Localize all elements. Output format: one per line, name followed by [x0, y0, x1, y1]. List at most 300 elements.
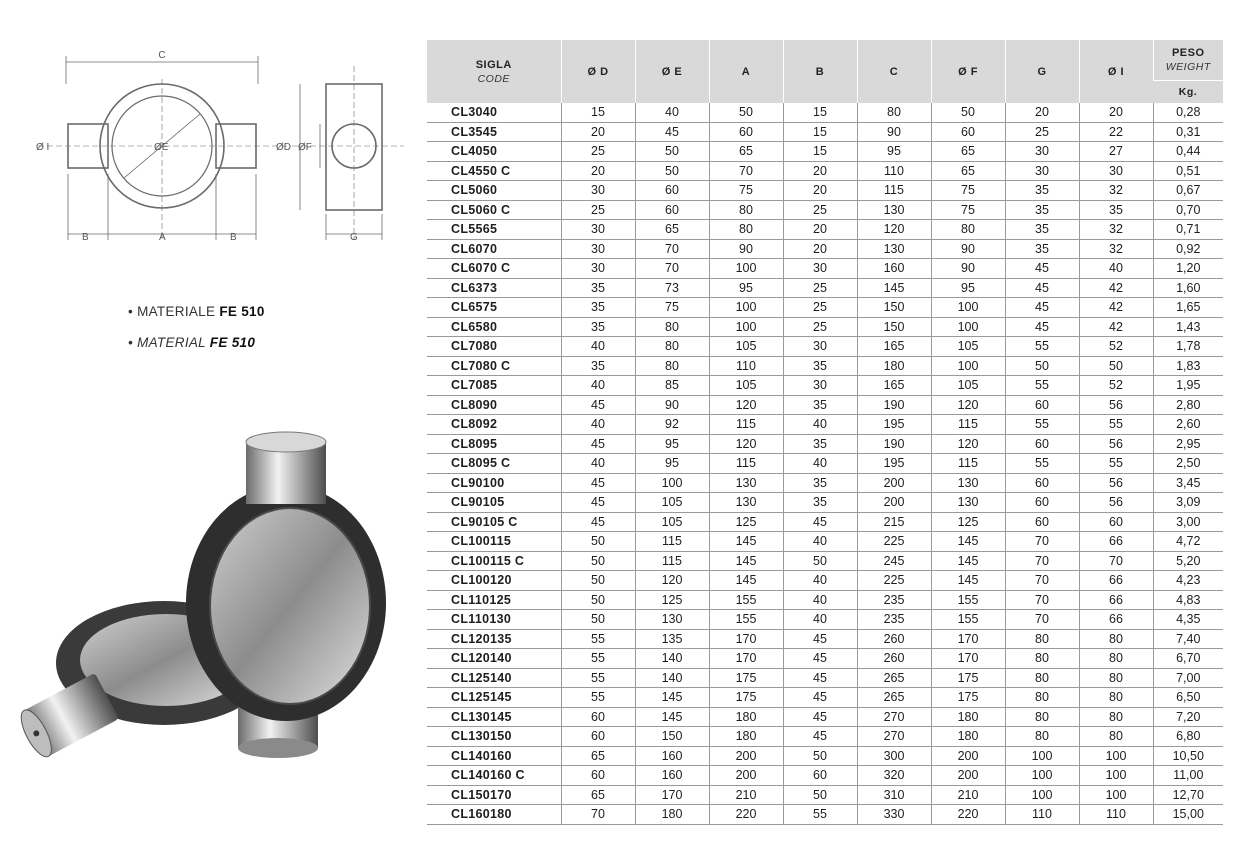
label-f: ØF: [298, 142, 312, 153]
table-cell: 0,70: [1153, 200, 1223, 220]
table-cell: 4,83: [1153, 590, 1223, 610]
table-cell: 110: [1005, 805, 1079, 825]
table-cell: 45: [1005, 317, 1079, 337]
table-cell: 42: [1079, 278, 1153, 298]
table-cell: 40: [783, 532, 857, 552]
table-cell: 260: [857, 649, 931, 669]
table-cell: 30: [1005, 161, 1079, 181]
table-row: [427, 122, 1223, 142]
table-row: [427, 512, 1223, 532]
cell-code: CL7080 C: [427, 356, 561, 376]
table-row: [427, 356, 1223, 376]
table-cell: 225: [857, 532, 931, 552]
cell-code: CL130150: [427, 727, 561, 747]
table-cell: 140: [635, 668, 709, 688]
table-cell: 80: [857, 103, 931, 122]
cell-code: CL140160: [427, 746, 561, 766]
cell-code: CL6373: [427, 278, 561, 298]
cell-code: CL90100: [427, 473, 561, 493]
table-cell: 20: [1079, 103, 1153, 122]
table-cell: 66: [1079, 571, 1153, 591]
table-row: [427, 551, 1223, 571]
table-cell: 52: [1079, 337, 1153, 357]
table-cell: 60: [783, 766, 857, 786]
table-cell: 175: [931, 668, 1005, 688]
table-cell: 105: [709, 337, 783, 357]
table-cell: 65: [931, 142, 1005, 162]
table-cell: 110: [1079, 805, 1153, 825]
table-cell: 2,95: [1153, 434, 1223, 454]
table-cell: 45: [783, 649, 857, 669]
table-cell: 180: [709, 707, 783, 727]
table-cell: 105: [931, 337, 1005, 357]
table-cell: 0,67: [1153, 181, 1223, 201]
table-cell: 220: [931, 805, 1005, 825]
table-cell: 35: [561, 317, 635, 337]
table-cell: 50: [561, 610, 635, 630]
table-cell: 10,50: [1153, 746, 1223, 766]
table-cell: 20: [1005, 103, 1079, 122]
table-cell: 7,20: [1153, 707, 1223, 727]
table-row: [427, 142, 1223, 162]
cell-code: CL4050: [427, 142, 561, 162]
table-cell: 35: [561, 298, 635, 318]
table-cell: 105: [635, 493, 709, 513]
table-cell: 55: [561, 629, 635, 649]
table-cell: 45: [783, 629, 857, 649]
label-b-right: B: [230, 232, 237, 243]
table-cell: 45: [1005, 259, 1079, 279]
table-cell: 0,44: [1153, 142, 1223, 162]
table-cell: 56: [1079, 473, 1153, 493]
table-cell: 50: [635, 142, 709, 162]
table-cell: 20: [783, 220, 857, 240]
label-b-left: B: [82, 232, 89, 243]
table-cell: 35: [1005, 181, 1079, 201]
table-cell: 11,00: [1153, 766, 1223, 786]
table-cell: 75: [931, 200, 1005, 220]
table-cell: 180: [931, 707, 1005, 727]
table-cell: 6,80: [1153, 727, 1223, 747]
table-cell: 85: [635, 376, 709, 396]
table-cell: 70: [635, 239, 709, 259]
table-cell: 55: [1005, 337, 1079, 357]
cell-code: CL8095: [427, 434, 561, 454]
table-cell: 215: [857, 512, 931, 532]
table-cell: 130: [635, 610, 709, 630]
table-cell: 200: [709, 746, 783, 766]
table-cell: 55: [561, 649, 635, 669]
table-cell: 55: [783, 805, 857, 825]
table-cell: 55: [1079, 415, 1153, 435]
table-cell: 125: [931, 512, 1005, 532]
table-row: [427, 298, 1223, 318]
table-row: [427, 434, 1223, 454]
table-cell: 40: [783, 571, 857, 591]
table-cell: 20: [561, 122, 635, 142]
table-cell: 155: [931, 590, 1005, 610]
table-cell: 310: [857, 785, 931, 805]
table-cell: 50: [561, 590, 635, 610]
cell-code: CL110130: [427, 610, 561, 630]
cell-code: CL7085: [427, 376, 561, 396]
table-cell: 40: [783, 415, 857, 435]
table-cell: 220: [709, 805, 783, 825]
table-cell: 2,50: [1153, 454, 1223, 474]
table-cell: 155: [709, 590, 783, 610]
table-cell: 73: [635, 278, 709, 298]
table-cell: 30: [561, 259, 635, 279]
label-i: Ø I: [36, 142, 50, 153]
table-row: [427, 629, 1223, 649]
table-row: [427, 200, 1223, 220]
table-cell: 155: [931, 610, 1005, 630]
table-cell: 60: [561, 727, 635, 747]
col-header-f: Ø F: [931, 40, 1005, 103]
table-cell: 320: [857, 766, 931, 786]
table-cell: 120: [931, 434, 1005, 454]
table-cell: 130: [931, 473, 1005, 493]
table-cell: 105: [709, 376, 783, 396]
table-cell: 80: [1079, 649, 1153, 669]
table-cell: 145: [709, 571, 783, 591]
table-cell: 60: [709, 122, 783, 142]
table-cell: 80: [1079, 688, 1153, 708]
table-cell: 50: [635, 161, 709, 181]
table-cell: 100: [931, 317, 1005, 337]
table-cell: 195: [857, 415, 931, 435]
table-cell: 40: [561, 337, 635, 357]
table-cell: 100: [709, 317, 783, 337]
col-header-weight: PESO WEIGHT: [1153, 40, 1223, 81]
table-cell: 50: [783, 746, 857, 766]
table-cell: 56: [1079, 395, 1153, 415]
table-cell: 75: [709, 181, 783, 201]
table-row: [427, 415, 1223, 435]
table-cell: 2,80: [1153, 395, 1223, 415]
table-row: [427, 181, 1223, 201]
table-cell: 55: [1005, 376, 1079, 396]
table-cell: 150: [635, 727, 709, 747]
table-cell: 50: [1005, 356, 1079, 376]
table-cell: 160: [635, 766, 709, 786]
table-cell: 30: [783, 259, 857, 279]
table-cell: 65: [635, 220, 709, 240]
table-cell: 55: [1005, 454, 1079, 474]
table-cell: 170: [931, 629, 1005, 649]
cell-code: CL6070 C: [427, 259, 561, 279]
table-cell: 90: [709, 239, 783, 259]
cell-code: CL160180: [427, 805, 561, 825]
label-c: C: [158, 50, 166, 61]
table-cell: 45: [783, 688, 857, 708]
table-cell: 0,92: [1153, 239, 1223, 259]
table-row: [427, 337, 1223, 357]
table-cell: 70: [635, 259, 709, 279]
table-cell: 5,20: [1153, 551, 1223, 571]
table-cell: 145: [635, 707, 709, 727]
table-cell: 160: [635, 746, 709, 766]
table-cell: 35: [1005, 239, 1079, 259]
table-cell: 60: [1005, 512, 1079, 532]
table-cell: 90: [931, 239, 1005, 259]
table-cell: 115: [931, 415, 1005, 435]
table-cell: 60: [1079, 512, 1153, 532]
table-cell: 80: [635, 356, 709, 376]
table-cell: 45: [783, 668, 857, 688]
table-cell: 15: [561, 103, 635, 122]
table-row: [427, 649, 1223, 669]
table-cell: 40: [783, 454, 857, 474]
table-cell: 30: [1005, 142, 1079, 162]
table-cell: 1,78: [1153, 337, 1223, 357]
table-cell: 25: [1005, 122, 1079, 142]
table-cell: 165: [857, 337, 931, 357]
table-cell: 40: [561, 454, 635, 474]
table-cell: 50: [561, 532, 635, 552]
table-cell: 45: [561, 512, 635, 532]
table-cell: 60: [635, 181, 709, 201]
table-cell: 15,00: [1153, 805, 1223, 825]
table-cell: 300: [857, 746, 931, 766]
table-cell: 65: [561, 746, 635, 766]
table-cell: 100: [1005, 746, 1079, 766]
table-cell: 45: [783, 512, 857, 532]
cell-code: CL6070: [427, 239, 561, 259]
table-cell: 50: [561, 551, 635, 571]
material-note-en: • MATERIAL FE 510: [128, 335, 256, 350]
table-cell: 55: [561, 688, 635, 708]
table-cell: 80: [1079, 668, 1153, 688]
col-header-i: Ø I: [1079, 40, 1153, 103]
table-cell: 200: [931, 766, 1005, 786]
table-cell: 130: [931, 493, 1005, 513]
table-cell: 1,60: [1153, 278, 1223, 298]
table-cell: 115: [709, 454, 783, 474]
table-cell: 55: [561, 668, 635, 688]
table-cell: 40: [561, 376, 635, 396]
table-cell: 45: [561, 473, 635, 493]
table-cell: 1,20: [1153, 259, 1223, 279]
table-cell: 180: [709, 727, 783, 747]
table-row: [427, 278, 1223, 298]
table-cell: 66: [1079, 532, 1153, 552]
table-cell: 12,70: [1153, 785, 1223, 805]
table-cell: 45: [1005, 278, 1079, 298]
table-cell: 180: [635, 805, 709, 825]
table-cell: 55: [1079, 454, 1153, 474]
table-cell: 135: [635, 629, 709, 649]
table-cell: 6,50: [1153, 688, 1223, 708]
table-cell: 100: [931, 298, 1005, 318]
table-cell: 70: [1005, 551, 1079, 571]
cell-code: CL7080: [427, 337, 561, 357]
cell-code: CL110125: [427, 590, 561, 610]
table-cell: 180: [857, 356, 931, 376]
table-cell: 160: [857, 259, 931, 279]
table-cell: 30: [561, 220, 635, 240]
table-cell: 80: [709, 200, 783, 220]
cell-code: CL125140: [427, 668, 561, 688]
table-cell: 42: [1079, 298, 1153, 318]
table-cell: 60: [1005, 434, 1079, 454]
label-a: A: [159, 232, 166, 243]
table-cell: 100: [709, 298, 783, 318]
table-cell: 15: [783, 122, 857, 142]
table-row: [427, 805, 1223, 825]
hydraulic-cylinder-eye-bearing-icon: [14, 428, 394, 768]
label-e: ØE: [154, 142, 169, 153]
table-cell: 40: [561, 415, 635, 435]
table-cell: 80: [1079, 707, 1153, 727]
table-cell: 45: [561, 493, 635, 513]
table-cell: 110: [709, 356, 783, 376]
table-cell: 66: [1079, 590, 1153, 610]
table-cell: 120: [931, 395, 1005, 415]
table-cell: 95: [709, 278, 783, 298]
table-cell: 35: [783, 473, 857, 493]
table-cell: 175: [931, 688, 1005, 708]
table-cell: 15: [783, 103, 857, 122]
table-cell: 1,43: [1153, 317, 1223, 337]
table-cell: 80: [709, 220, 783, 240]
table-cell: 200: [709, 766, 783, 786]
table-row: [427, 668, 1223, 688]
table-cell: 105: [931, 376, 1005, 396]
table-row: [427, 571, 1223, 591]
table-cell: 7,40: [1153, 629, 1223, 649]
table-cell: 35: [1005, 200, 1079, 220]
table-row: [427, 454, 1223, 474]
table-cell: 35: [1005, 220, 1079, 240]
table-cell: 20: [783, 181, 857, 201]
table-cell: 95: [857, 142, 931, 162]
table-cell: 170: [709, 649, 783, 669]
table-cell: 30: [1079, 161, 1153, 181]
table-cell: 40: [1079, 259, 1153, 279]
table-cell: 25: [783, 200, 857, 220]
table-cell: 65: [561, 785, 635, 805]
table-cell: 130: [857, 200, 931, 220]
table-cell: 1,95: [1153, 376, 1223, 396]
table-cell: 80: [1079, 727, 1153, 747]
table-cell: 265: [857, 668, 931, 688]
table-cell: 70: [709, 161, 783, 181]
cell-code: CL125145: [427, 688, 561, 708]
table-cell: 35: [1079, 200, 1153, 220]
table-cell: 35: [561, 278, 635, 298]
cell-code: CL3545: [427, 122, 561, 142]
table-cell: 50: [783, 785, 857, 805]
table-cell: 4,72: [1153, 532, 1223, 552]
table-cell: 235: [857, 610, 931, 630]
table-row: [427, 376, 1223, 396]
col-header-weight-unit: Kg.: [1153, 81, 1223, 104]
table-cell: 170: [931, 649, 1005, 669]
table-cell: 175: [709, 688, 783, 708]
table-row: [427, 259, 1223, 279]
table-cell: 56: [1079, 493, 1153, 513]
table-cell: 60: [561, 707, 635, 727]
table-row: [427, 707, 1223, 727]
cell-code: CL6575: [427, 298, 561, 318]
label-g: G: [350, 232, 358, 243]
table-cell: 6,70: [1153, 649, 1223, 669]
table-cell: 140: [635, 649, 709, 669]
table-cell: 130: [709, 493, 783, 513]
table-row: [427, 610, 1223, 630]
table-cell: 70: [1005, 590, 1079, 610]
table-cell: 60: [1005, 493, 1079, 513]
table-cell: 3,09: [1153, 493, 1223, 513]
table-cell: 120: [635, 571, 709, 591]
table-cell: 145: [709, 551, 783, 571]
spec-table: [427, 40, 1223, 825]
table-cell: 270: [857, 707, 931, 727]
label-d: ØD: [276, 142, 291, 153]
table-cell: 25: [783, 317, 857, 337]
col-header-d: Ø D: [561, 40, 635, 103]
table-row: [427, 532, 1223, 552]
table-cell: 130: [857, 239, 931, 259]
table-cell: 45: [635, 122, 709, 142]
table-row: [427, 103, 1223, 122]
table-row: [427, 395, 1223, 415]
table-cell: 50: [931, 103, 1005, 122]
material-notes: [128, 304, 265, 366]
table-cell: 60: [561, 766, 635, 786]
table-cell: 0,51: [1153, 161, 1223, 181]
table-cell: 70: [1079, 551, 1153, 571]
table-cell: 70: [1005, 532, 1079, 552]
table-cell: 2,60: [1153, 415, 1223, 435]
table-cell: 90: [931, 259, 1005, 279]
table-cell: 90: [635, 395, 709, 415]
col-header-code: SIGLA CODE: [427, 40, 561, 103]
cell-code: CL5060 C: [427, 200, 561, 220]
cell-code: CL120135: [427, 629, 561, 649]
table-cell: 45: [783, 707, 857, 727]
table-cell: 75: [635, 298, 709, 318]
col-header-g: G: [1005, 40, 1079, 103]
table-row: [427, 161, 1223, 181]
table-cell: 1,65: [1153, 298, 1223, 318]
table-cell: 1,83: [1153, 356, 1223, 376]
table-cell: 245: [857, 551, 931, 571]
table-cell: 115: [635, 532, 709, 552]
table-cell: 265: [857, 688, 931, 708]
table-cell: 80: [1005, 649, 1079, 669]
table-cell: 150: [857, 317, 931, 337]
table-cell: 7,00: [1153, 668, 1223, 688]
table-cell: 190: [857, 434, 931, 454]
table-cell: 210: [709, 785, 783, 805]
table-cell: 165: [857, 376, 931, 396]
table-cell: 180: [931, 727, 1005, 747]
table-cell: 80: [1005, 727, 1079, 747]
cell-code: CL100115: [427, 532, 561, 552]
table-row: [427, 590, 1223, 610]
table-cell: 75: [931, 181, 1005, 201]
table-cell: 30: [783, 376, 857, 396]
table-cell: 30: [783, 337, 857, 357]
table-cell: 25: [783, 298, 857, 318]
table-cell: 0,28: [1153, 103, 1223, 122]
table-body: [427, 103, 1223, 824]
table-cell: 120: [857, 220, 931, 240]
table-row: [427, 688, 1223, 708]
table-cell: 45: [1005, 298, 1079, 318]
